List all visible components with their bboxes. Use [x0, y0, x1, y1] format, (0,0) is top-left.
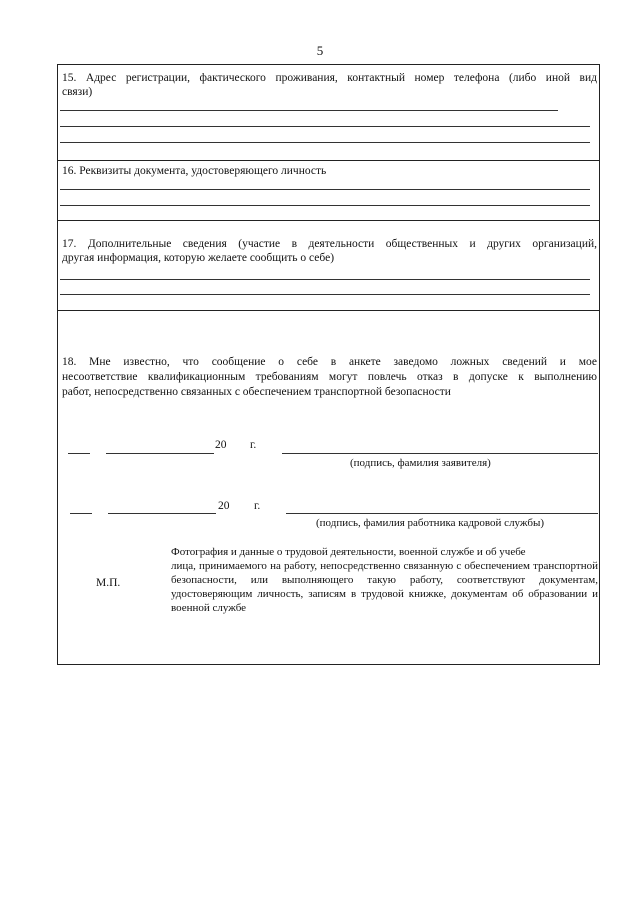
- signature-2-month-field[interactable]: [108, 513, 216, 514]
- section-16-answer-line-1[interactable]: [60, 189, 590, 190]
- section-16-answer-line-2[interactable]: [60, 205, 590, 206]
- stamp-place-label: М.П.: [96, 577, 121, 589]
- section-15-answer-line-1[interactable]: [60, 110, 558, 111]
- section-17-label-line2: другая информация, которую желаете сообщить о себе): [62, 252, 335, 264]
- section-15-answer-line-3[interactable]: [60, 142, 590, 143]
- signature-2-hr-field[interactable]: [286, 513, 598, 514]
- signature-2-caption: (подпись, фамилия работника кадровой службы): [316, 517, 545, 529]
- signature-1-year-suffix: г.: [250, 439, 257, 451]
- section-17-label-line1: 17. Дополнительные сведения (участие в деятельности общественных и других организаций,: [62, 238, 597, 250]
- section-15-label-line1: 15. Адрес регистрации, фактического проживания, контактный номер телефона (либо иной вид: [62, 72, 597, 84]
- signature-2-year-suffix: г.: [254, 500, 261, 512]
- section-17-answer-line-2[interactable]: [60, 294, 590, 295]
- signature-1-applicant-field[interactable]: [282, 453, 598, 454]
- photo-note-first-line: Фотография и данные о трудовой деятельности, военной службе и об учебе: [171, 546, 526, 558]
- section-16-label: 16. Реквизиты документа, удостоверяющего личность: [62, 165, 327, 177]
- photo-certification-note: [171, 545, 598, 615]
- section-15-label-line2: связи): [62, 86, 93, 98]
- section-18-label-line1: 18. Мне известно, что сообщение о себе в анкете заведомо ложных сведений и мое: [62, 356, 597, 368]
- signature-1-month-field[interactable]: [106, 453, 214, 454]
- section-18-label-line2: несоответствие квалификационным требованиям могут повлечь отказ в допуске к выполнению: [62, 371, 597, 383]
- section-divider-17-18: [58, 310, 599, 311]
- section-divider-16-17: [58, 220, 599, 221]
- section-17-answer-line-1[interactable]: [60, 279, 590, 280]
- signature-1-day-field[interactable]: [68, 453, 90, 454]
- section-15-answer-line-2[interactable]: [60, 126, 590, 127]
- photo-note-rest: лица, принимаемого на работу, непосредственно связанную с обеспечением транспортной безопасности, или выполняющего такую работу, соответствуют документам, удостоверяющим личность, записям в трудовой книжке, документам об образовании и военной службе: [171, 560, 598, 614]
- signature-1-year-prefix: 20: [215, 439, 227, 451]
- section-divider-15-16: [58, 160, 599, 161]
- section-18-label-line3: работ, непосредственно связанных с обеспечением транспортной безопасности: [62, 386, 451, 398]
- signature-2-year-prefix: 20: [218, 500, 230, 512]
- page-number: 5: [316, 43, 324, 58]
- signature-1-caption: (подпись, фамилия заявителя): [350, 457, 491, 469]
- questionnaire-form: [57, 64, 600, 665]
- signature-2-day-field[interactable]: [70, 513, 92, 514]
